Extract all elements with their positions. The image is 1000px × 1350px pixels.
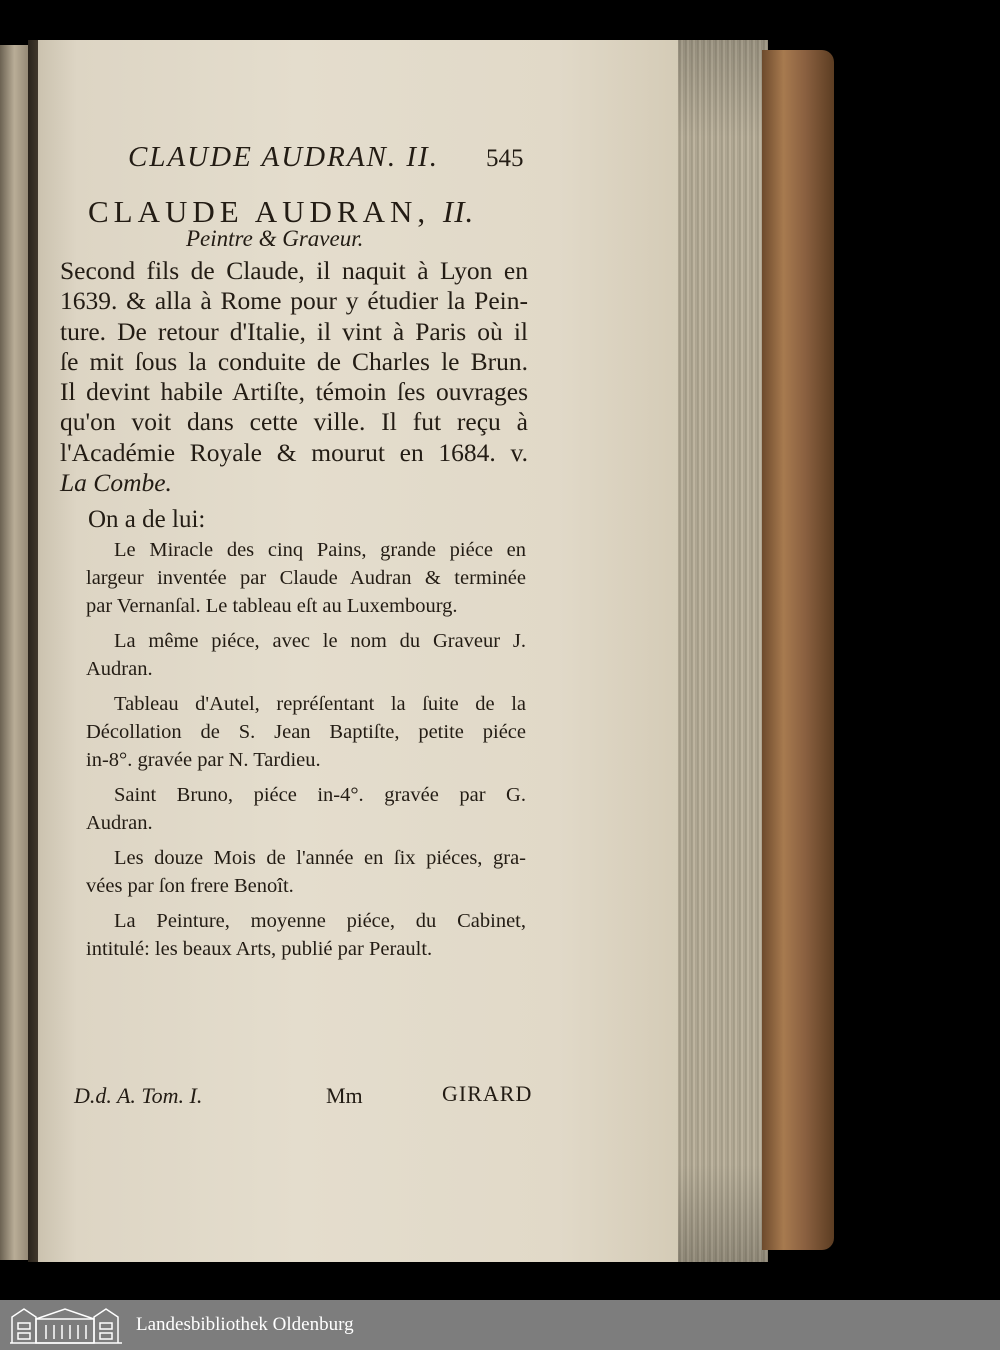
bio-line: Il devint habile Artiſte, témoin ſes ouvrages <box>60 377 528 407</box>
works-list <box>86 536 526 970</box>
work-line: Les douze Mois de l'année en ſix piéces, gra- <box>114 847 526 869</box>
work-line: Décollation de S. Jean Baptiſte, petite piéce <box>86 721 526 743</box>
work-entry <box>86 690 526 774</box>
work-line: intitulé: les beaux Arts, publié par Perault. <box>86 938 433 960</box>
work-line: vées par ſon frere Benoît. <box>86 875 294 897</box>
library-footer <box>0 1300 1000 1350</box>
gathering-mark: Mm <box>326 1083 363 1108</box>
page-number: 545 <box>486 145 524 172</box>
works-intro: On a de lui: <box>88 506 206 533</box>
work-line: Saint Bruno, piéce in-4°. gravée par G. <box>114 784 526 806</box>
work-line: La même piéce, avec le nom du Graveur J. <box>114 630 526 652</box>
bio-line: qu'on voit dans cette ville. Il fut reçu à <box>60 407 528 437</box>
bio-line: Second fils de Claude, il naquit à Lyon en <box>60 256 528 285</box>
running-head: CLAUDE AUDRAN. II. <box>128 141 439 173</box>
work-line: Audran. <box>86 658 153 680</box>
entry-title-numeral: II. <box>442 194 475 229</box>
work-line: La Peinture, moyenne piéce, du Cabinet, <box>114 910 526 932</box>
work-line: par Vernanſal. Le tableau eſt au Luxembourg. <box>86 595 458 617</box>
work-line: Le Miracle des cinq Pains, grande piéce en <box>114 539 526 561</box>
entry-subtitle: Peintre & Graveur. <box>186 226 364 251</box>
bio-line: ture. De retour d'Italie, il vint à Paris où il <box>60 316 528 346</box>
library-name: Landesbibliothek Oldenburg <box>136 1314 354 1335</box>
fore-edge-shade <box>678 40 768 1262</box>
work-entry <box>86 536 526 620</box>
work-line: largeur inventée par Claude Audran & terminée <box>86 567 526 589</box>
work-entry <box>86 627 526 683</box>
signature-mark: D.d. A. Tom. I. <box>74 1083 203 1108</box>
work-entry <box>86 844 526 900</box>
biography-paragraph <box>60 256 528 498</box>
bio-line: ſe mit ſous la conduite de Charles le Brun. <box>60 346 528 376</box>
bio-line: l'Académie Royale & mourut en 1684. v. <box>60 437 528 467</box>
bio-line: 1639. & alla à Rome pour y étudier la Pein- <box>60 286 528 316</box>
work-entry <box>86 781 526 837</box>
work-entry <box>86 907 526 963</box>
work-line: Audran. <box>86 812 153 834</box>
work-line: in-8°. gravée par N. Tardieu. <box>86 749 321 771</box>
library-building-icon <box>8 1305 128 1345</box>
catchword: GIRARD <box>442 1081 533 1106</box>
leather-cover <box>762 50 834 1250</box>
entry-title <box>88 194 474 230</box>
bio-line: La Combe. <box>60 468 172 498</box>
work-line: Tableau d'Autel, repréſentant la ſuite de la <box>114 693 526 715</box>
entry-title-name: CLAUDE AUDRAN, <box>88 194 431 229</box>
